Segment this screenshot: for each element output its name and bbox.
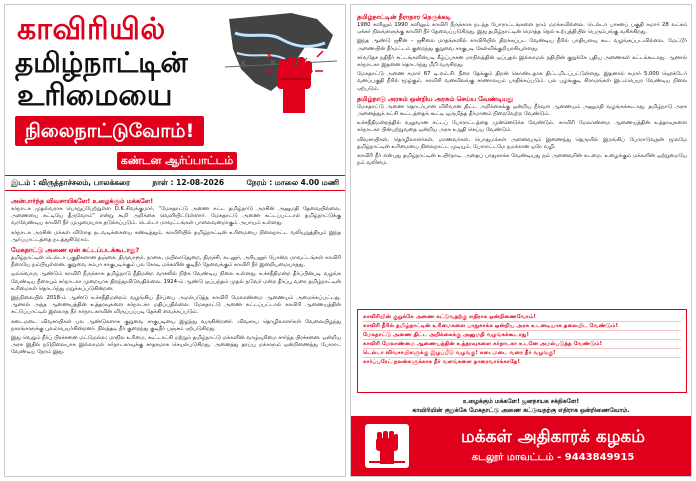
left-heading-2: மேகதாட்டு அணை ஏன் கட்டப்படக்கூடாது? xyxy=(11,246,140,255)
pamphlet-left-page xyxy=(4,4,346,477)
event-info-bar xyxy=(5,175,345,191)
slogan-line-2: காவிரியின் குறுக்கே மேகதாட்டு அணை கட்டுவதற்கு எதிராக ஒன்றிணைவோம். xyxy=(412,407,630,414)
organization-contact: கடலூர் மாவட்டம் - 9443849915 xyxy=(471,452,635,463)
poster-title-line4: நிலைநாட்டுவோம்! xyxy=(15,116,204,146)
right-heading-2: தமிழ்நாடு அரசும் ஒன்றிய அரசும் செய்ய வேண்டியது xyxy=(357,94,514,103)
right-paragraph: உச்சநீதிமன்றத்தில் வலுவான சட்டப் போராட்டத்தை முன்னெடுக்க வேண்டும். காவிரி மேலாண்மை ஆணையத்தின் உத்தரவுகளை கர்நாடகா பின்பற்றுவதை ஒன்றிய அரசு உறுதி செய்ய வேண்டும். xyxy=(357,120,687,134)
demand-item: டெல்டா விவசாயிகளுக்கு இழப்பீடு வழங்கு! கடைமடை வரை நீர் வழங்கு! xyxy=(363,349,681,358)
event-date: நாள் : 12-08-2026 xyxy=(152,178,225,187)
demands-box xyxy=(357,309,687,393)
raised-fist-river-illustration xyxy=(221,9,341,113)
right-paragraph: மேகதாட்டு அணை சுமார் 67 டி.எம்.சி. நீரை தேக்கும் திறன் கொண்டதாக திட்டமிடப்பட்டுள்ளது. இதனால் சுமார் 5,000 ஹெக்டேர் வனப்பகுதி நீரில் மூழ்கும். காவிரி வனவிலங்கு சரணாலயம் பாதிக்கப்படும். பல பழங்குடி கிராமங்கள் இடம்பெயர வேண்டிய நிலை ஏற்படும். xyxy=(357,71,687,92)
demand-item: கார்ப்பரேட் நலன்களுக்காக நீர் வளங்களை தாரைவார்க்காதே! xyxy=(363,359,520,366)
demand-item: மேகதாட்டு அணை திட்ட அறிக்கைக்கு அனுமதி வழங்கக்கூடாது! xyxy=(363,331,681,340)
event-time: நேரம் : மாலை 4.00 மணி xyxy=(246,178,339,187)
left-heading-1: அன்பார்ந்த விவசாயிகளே! உழைக்கும் மக்களே! xyxy=(11,197,154,205)
poster-title-line1: காவிரியில் xyxy=(17,12,166,47)
left-paragraph: இந்நிலையில் 2018-ம் ஆண்டு உச்சநீதிமன்றம் வழங்கிய தீர்ப்பை அமல்படுத்த காவிரி மேலாண்மை ஆணையம் அமைக்கப்பட்டது. ஆனால் அந்த ஆணையத்தின் உத்தரவுகளை கர்நாடகா மதிப்பதில்லை. மேகதாட்டு அணை கட்டப்பட்டால் காவிரி ஆணையத்தின் கட்டுப்பாட்டில் இல்லாத நீர் கர்நாடகாவின் விருப்பப்படி தேக்கி வைக்கப்படும். xyxy=(11,295,341,316)
organization-footer xyxy=(351,416,691,476)
poster-title-line2: தமிழ்நாட்டின் xyxy=(15,46,188,79)
demand-item: காவிரியின் குறுக்கே அணை கட்டுவதற்கு எதிராக ஒன்றிணைவோம்! xyxy=(363,313,681,322)
right-paragraph: காவிரி நீர் என்பது தமிழ்நாட்டின் உயிர்நாடி. அதைப் பாதுகாக்க வேண்டியது நம் அனைவரின் கடமை. உழைக்கும் மக்களின் ஒற்றுமையே நம் வலிமை. xyxy=(357,153,687,167)
left-paragraph: கர்நாடக முதல்வராக பொறுப்பேற்றுள்ள D.K.சிவக்குமார், “மேகதாட்டு அணை கட்ட தமிழ்நாடு அரசின் அனுமதி தேவையில்லை, அணையை கட்டியே தீருவோம்” என்று கூறி அறிக்கை வெளியிட்டுள்ளார். மேகதாட்டு அணை கட்டப்பட்டால் தமிழ்நாட்டுக்கு வரவேண்டிய காவிரி நீர் முழுமையாக தடுக்கப்படும். டெல்டா மாவட்டங்கள் பாலைவனமாகும் அபாயம் உள்ளது. xyxy=(11,206,341,227)
demand-item: காவிரி மேலாண்மை ஆணையத்தின் உத்தரவுகளை கர்நாடகா உடனே அமல்படுத்த வேண்டும்! xyxy=(363,340,681,349)
right-paragraph: சர்வதேச நதிநீர் சட்டங்களின்படி கீழ்ப்பாசன மாநிலத்தின் ஒப்புதல் இல்லாமல் நதியின் குறுக்கே புதிய அணைகள் கட்டக்கூடாது. ஆனால் கர்நாடகா இதனை தொடர்ந்து மீறி வருகிறது. xyxy=(357,54,687,69)
poster-title-line3: உரிமையை xyxy=(17,78,173,113)
left-paragraph: தமிழ்நாட்டின் டெல்டா பகுதிகளான தஞ்சை, திருவாரூர், நாகை, மயிலாடுதுறை, திருச்சி, கடலூர், அரியலூர் போன்ற மாவட்டங்கள் காவிரி நீரையே நம்பியுள்ளன. குறுவை சம்பா சாகுபடிக்கும் பல கோடி மக்களின் குடிநீர் தேவைக்கும் காவிரி நீர் இன்றியமையாதது. xyxy=(11,255,341,269)
protest-subtitle: கண்டன ஆர்ப்பாட்டம் xyxy=(117,152,237,170)
left-paragraph: ஒவ்வொரு ஆண்டும் காவிரி நீருக்காக தமிழ்நாடு நீதிமன்ற வாசலில் நிற்க வேண்டிய நிலை உள்ளது. உச்சநீதிமன்ற தீர்ப்பின்படி வழங்க வேண்டிய நீரையும் கர்நாடகா முறையாக திறந்துவிடுவதில்லை. 1924-ம் ஆண்டு ஒப்பந்தம் முதல் நடுவர் மன்ற தீர்ப்பு வரை தமிழ்நாட்டின் உரிமைகள் தொடர்ந்து மறுக்கப்படுகின்றன. xyxy=(11,271,341,292)
right-paragraph: விவசாயிகள், தொழிலாளர்கள், மாணவர்கள், பொதுமக்கள் அனைவரும் இணைந்து தெருவில் இறங்கிப் போராடுவதன் மூலமே தமிழ்நாட்டின் உரிமையை நிலைநாட்ட முடியும். போராட்டமே நமக்கான ஒரே வழி. xyxy=(357,136,687,150)
poster-banner xyxy=(5,5,345,155)
right-paragraph: 1980 களிலும் 1990 களிலும் காவிரி நீருக்காக நடந்த போராட்டங்களை நாம் மறக்கவில்லை. டெல்டா பாசனப் பகுதி சுமார் 28 லட்சம் ஏக்கர் நிலங்களுக்கு காவிரி நீர் தேவைப்படுகிறது. இது தமிழ்நாட்டின் மொத்த நெல் உற்பத்தியில் பெரும்பங்கு வகிக்கிறது. xyxy=(357,22,687,36)
pamphlet-right-page xyxy=(350,4,692,477)
event-place: இடம் : விருத்தாச்சலம், பாலக்கரை xyxy=(11,178,131,187)
left-body-text xyxy=(11,195,341,475)
organization-logo-icon xyxy=(363,422,411,470)
slogan-line-1: உழைக்கும் மக்களே! ஜனநாயக சக்திகளே! xyxy=(462,398,580,405)
right-paragraph: இந்த ஆண்டு ஜூன் – ஜூலை மாதங்களில் காவிரியில் திறக்கப்பட வேண்டிய நீரில் பாதியளவு கூட வழங்கப்படவில்லை. மேட்டூர் அணையின் நீர்மட்டம் குறைந்து குறுவை சாகுபடி கேள்விக்குறியாகியுள்ளது. xyxy=(357,38,687,52)
right-heading-1: தமிழ்நாட்டின் நீராதார நெருக்கடி xyxy=(357,13,451,21)
pamphlet xyxy=(4,4,692,477)
left-paragraph: இது வெறும் நீர்ப் பிரச்சனை மட்டுமல்ல; மாநில உரிமை, கூட்டாட்சி மற்றும் தமிழ்நாட்டு மக்களின் வாழ்வுரிமை சார்ந்த பிரச்சனை. ஒன்றிய அரசு இதில் நடுநிலையாக இல்லாமல் கர்நாடகாவுக்கு சாதகமாக செயல்படுகிறது. அனைத்து தரப்பு மக்களும் ஒன்றிணைந்து போராட வேண்டிய நேரம் இது. xyxy=(11,335,341,356)
right-paragraph: மேகதாட்டு அணை தொடர்பான விரிவான திட்ட அறிக்கைக்கு ஒன்றிய நீர்வள ஆணையம் அனுமதி வழங்கக்கூடாது. தமிழ்நாடு அரசு அனைத்துக் கட்சி கூட்டத்தைக் கூட்டி ஒருமித்த தீர்மானம் நிறைவேற்ற வேண்டும். xyxy=(357,103,687,118)
left-paragraph: கர்நாடக அரசின் மக்கள் விரோத நடவடிக்கையை கண்டித்தும், காவிரியில் தமிழ்நாட்டின் உரிமையை நிலைநாட்ட வலியுறுத்தியும் இந்த ஆர்ப்பாட்டத்தை நடத்துகிறோம். xyxy=(11,229,341,243)
left-paragraph: கடைமடை விவசாயிகள் பல ஆண்டுகளாக குறுவை சாகுபடியை இழந்து வருகின்றனர். விவசாய தொழிலாளர்கள் வேலையிழந்து நகரங்களுக்கு புலம்பெயர்கின்றனர். நிலத்தடி நீர் குறைந்து குடிநீர் பஞ்சம் ஏற்படுகிறது. xyxy=(11,318,341,332)
right-body-text xyxy=(357,11,687,311)
organization-name: மக்கள் அதிகாரக் கழகம் xyxy=(461,427,645,447)
demand-item: காவிரி நீரில் தமிழ்நாட்டின் உரிமைகளை பாதுகாக்க ஒன்றிய அரசு உடனடியாக தலையிட வேண்டும்! xyxy=(363,322,681,331)
